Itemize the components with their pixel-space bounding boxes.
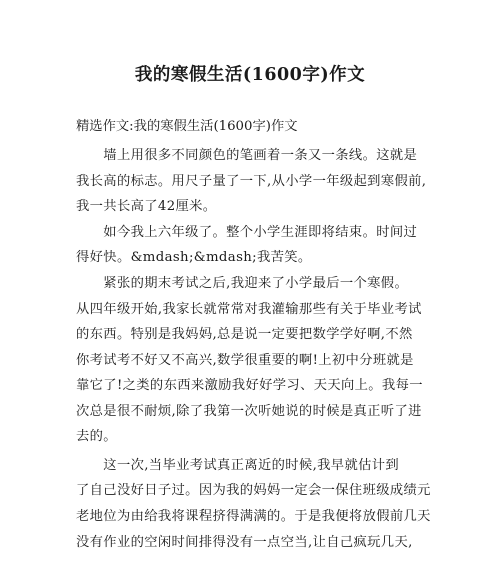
body-line: 你考试考不好又不高兴,数学很重要的啊!上初中分班就是 bbox=[76, 353, 414, 368]
body-line: 这一次,当毕业考试真正离近的时候,我早就估计到 bbox=[76, 458, 400, 473]
document-subtitle: 精选作文:我的寒假生活(1600字)作文 bbox=[76, 119, 298, 134]
body-line: 墙上用很多不同颜色的笔画着一条又一条线。这就是 bbox=[76, 148, 418, 163]
body-line: 我一共长高了42厘米。 bbox=[76, 199, 217, 214]
body-line: 从四年级开始,我家长就常常对我灌输那些有关于毕业考试 bbox=[76, 302, 422, 317]
body-line: 靠它了!之类的东西来激励我好好学习、天天向上。我每一 bbox=[76, 378, 423, 393]
body-line: 老地位为由给我将课程挤得满满的。于是我便将放假前几天 bbox=[76, 509, 431, 524]
body-line: 了自己没好日子过。因为我的妈妈一定会一保住班级成绩元 bbox=[76, 483, 431, 498]
body-line: 我长高的标志。用尺子量了一下,从小学一年级起到寒假前, bbox=[76, 174, 427, 189]
body-line: 没有作业的空闲时间排得没有一点空当,让自己疯玩几天, bbox=[76, 535, 413, 550]
body-line: 得好快。&mdash;&mdash;我苦笑。 bbox=[76, 250, 312, 265]
body-line: 去的。 bbox=[76, 429, 117, 444]
body-line: 次总是很不耐烦,除了我第一次听她说的时候是真正听了进 bbox=[76, 404, 422, 419]
body-line: 的东西。特别是我妈妈,总是说一定要把数学学好啊,不然 bbox=[76, 327, 413, 342]
body-line: 紧张的期末考试之后,我迎来了小学最后一个寒假。 bbox=[76, 276, 409, 291]
document-title: 我的寒假生活(1600字)作文 bbox=[134, 65, 366, 85]
body-line: 如今我上六年级了。整个小学生涯即将结束。时间过 bbox=[76, 225, 418, 240]
